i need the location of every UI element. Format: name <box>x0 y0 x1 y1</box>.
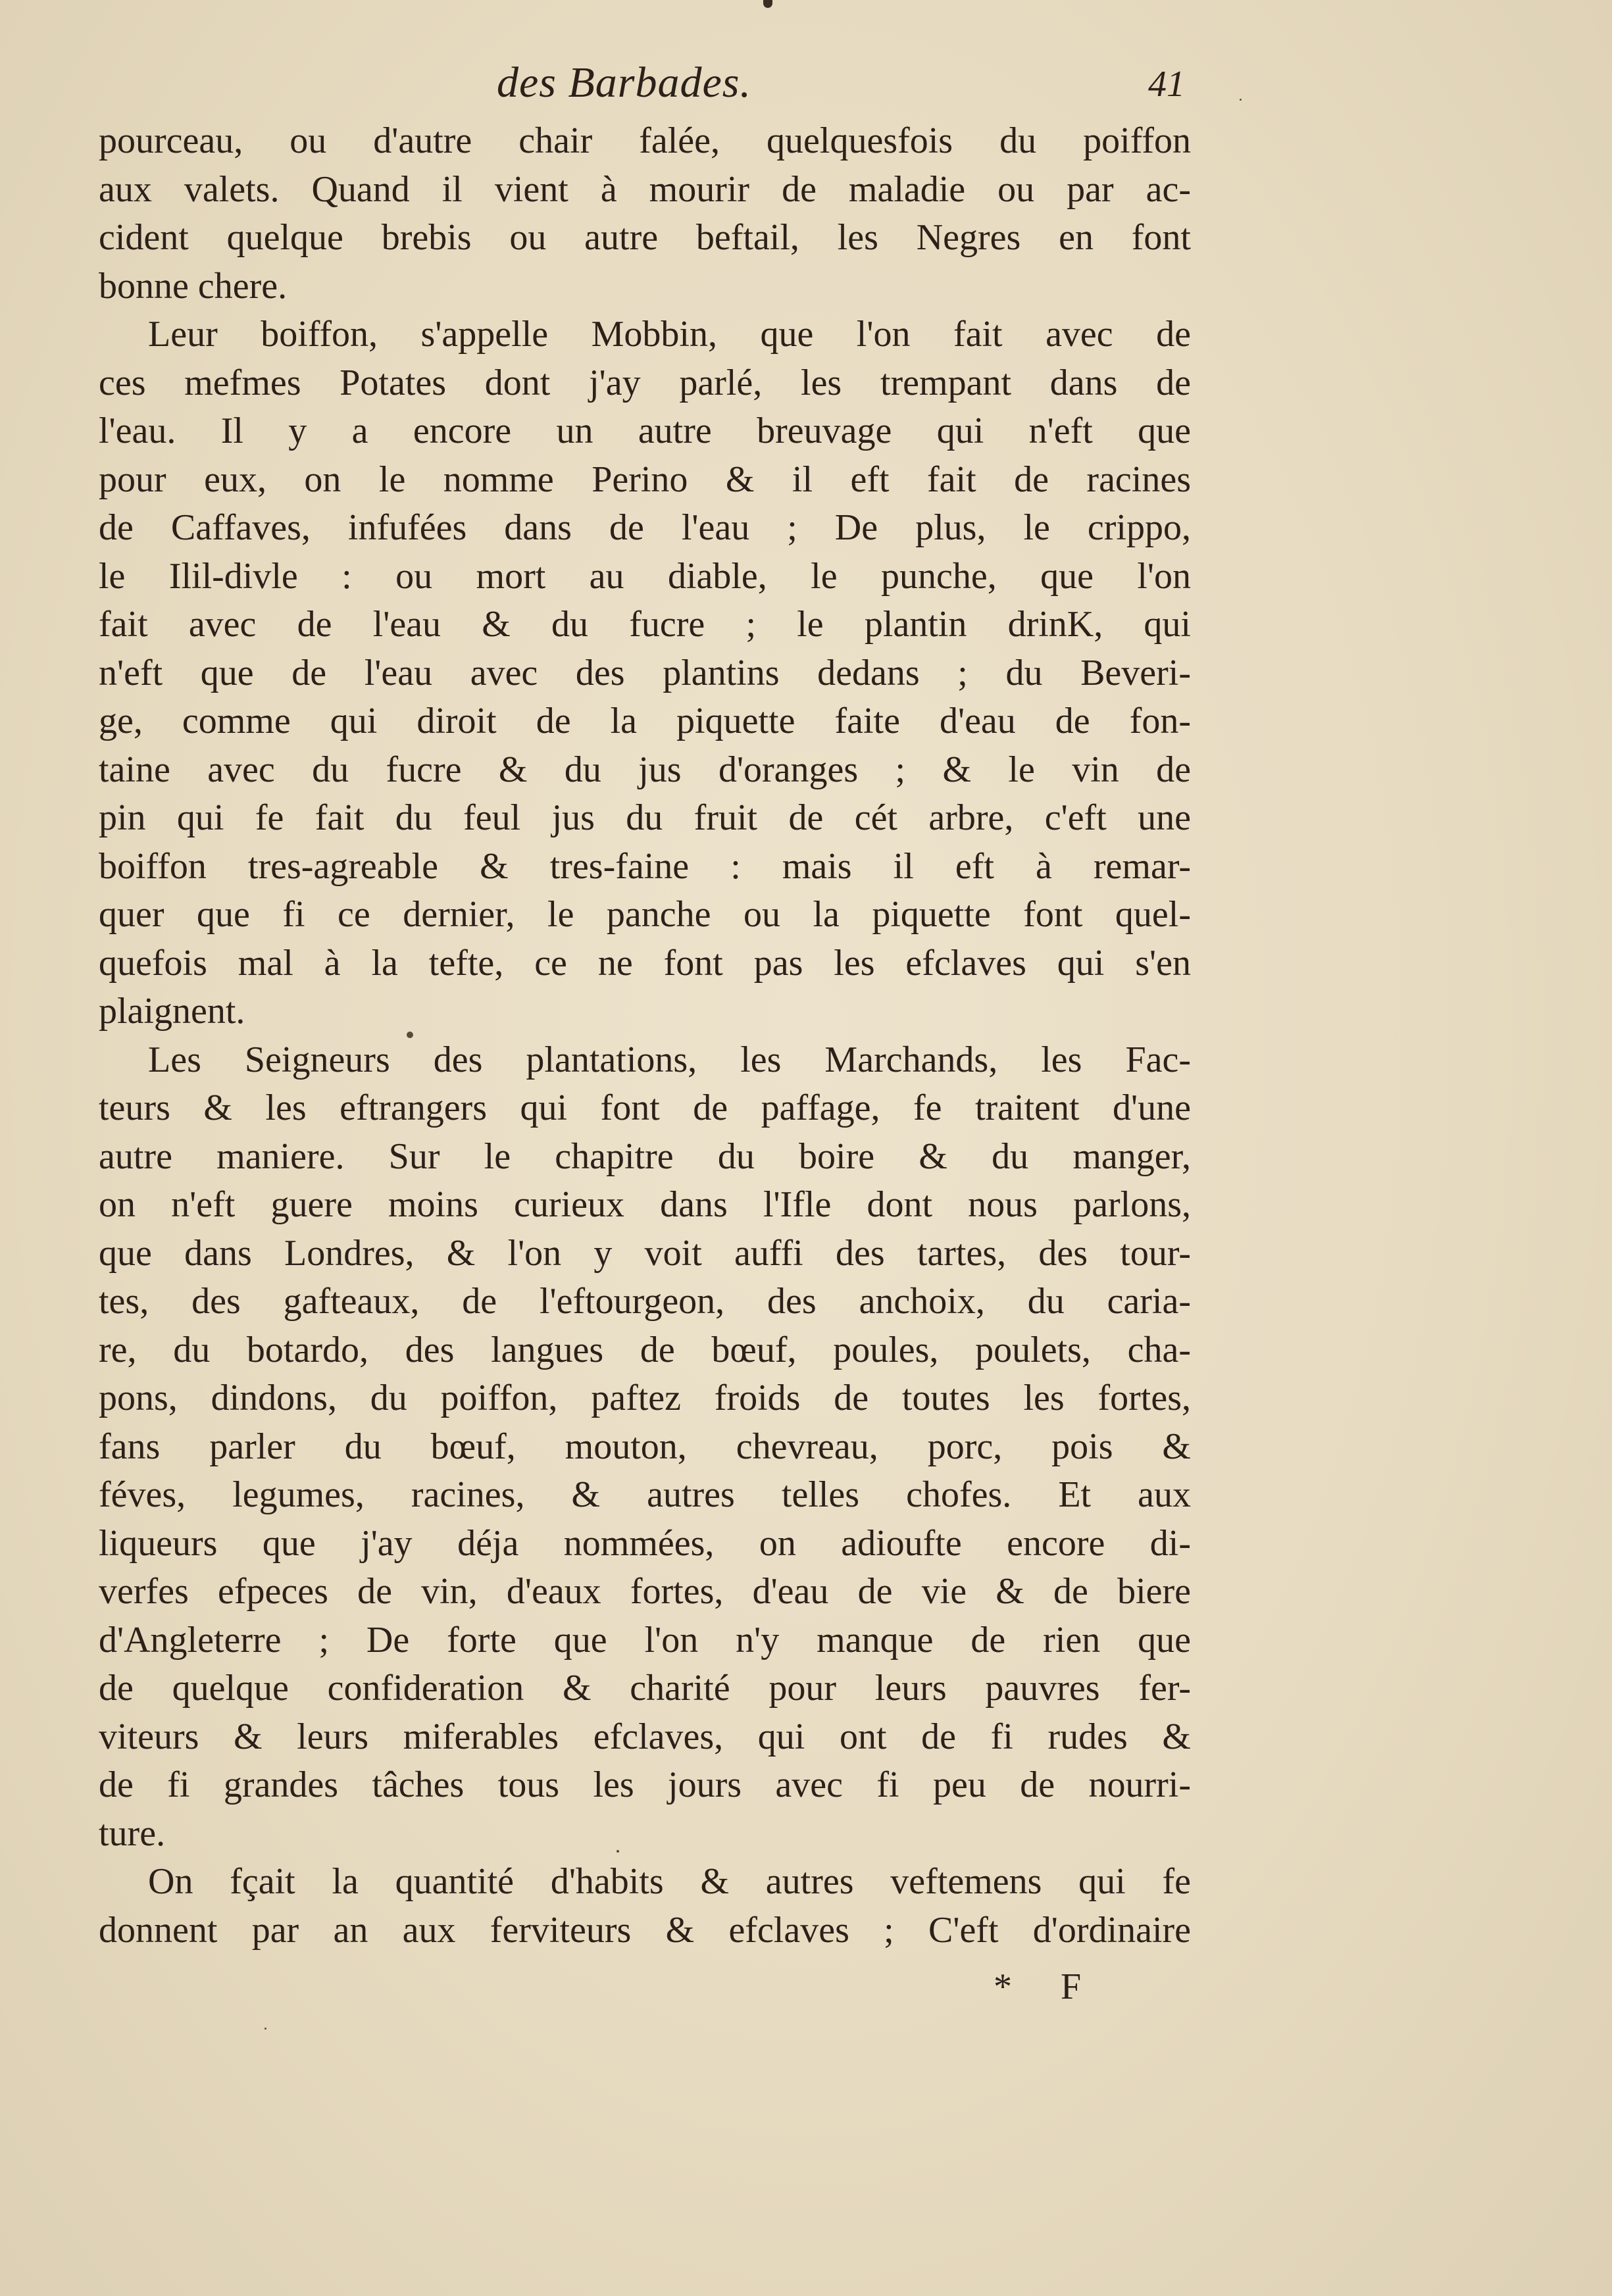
text-line: ces mefmes Potates dont j'ay parlé, les trempant dans de <box>99 362 1191 403</box>
text-line: le Ilil-divle : ou mort au diable, le punche, que l'on <box>99 555 1191 597</box>
text-line: d'Angleterre ; De forte que l'on n'y manque de rien que <box>99 1619 1191 1660</box>
text-line: donnent par an aux ferviteurs & efclaves ; C'eft d'ordinaire <box>99 1909 1191 1951</box>
text-line: plaignent. <box>99 991 245 1032</box>
text-line: liqueurs que j'ay déja nommées, on adioufte encore di- <box>99 1522 1191 1564</box>
text-line: l'eau. Il y a encore un autre breuvage qui n'eft que <box>99 411 1191 451</box>
text-line: on n'eft guere moins curieux dans l'Ifle dont nous parlons, <box>99 1184 1191 1225</box>
text-line: pin qui fe fait du feul jus du fruit de cét arbre, c'eft une <box>99 797 1191 838</box>
text-line: boiffon tres-agreable & tres-faine : mais il eft à remar- <box>99 845 1191 887</box>
running-head <box>0 58 1612 117</box>
text-line: viteurs & leurs miferables efclaves, qui ont de fi rudes & <box>99 1716 1191 1757</box>
text-line: aux valets. Quand il vient à mourir de maladie ou par ac- <box>99 168 1191 210</box>
text-line: Les Seigneurs des plantations, les Marchands, les Fac- <box>148 1039 1191 1080</box>
text-line: pons, dindons, du poiffon, paftez froids de toutes les fortes, <box>99 1378 1191 1418</box>
text-line: Leur boiffon, s'appelle Mobbin, que l'on fait avec de <box>148 314 1191 355</box>
text-line: quefois mal à la tefte, ce ne font pas les efclaves qui s'en <box>99 942 1191 984</box>
text-line: féves, legumes, racines, & autres telles chofes. Et aux <box>99 1474 1191 1515</box>
text-line: que dans Londres, & l'on y voit auffi des tartes, des tour- <box>99 1232 1191 1274</box>
ink-speck <box>264 2028 266 2030</box>
text-line: ture. <box>99 1812 166 1854</box>
ink-speck <box>617 1850 619 1853</box>
text-line: n'eft que de l'eau avec des plantins dedans ; du Beveri- <box>99 652 1191 693</box>
ink-speck <box>407 1032 413 1038</box>
text-line: ge, comme qui diroit de la piquette faite d'eau de fon- <box>99 701 1191 741</box>
text-line: quer que fi ce dernier, le panche ou la piquette font quel- <box>99 894 1191 935</box>
text-line: re, du botardo, des langues de bœuf, poules, poulets, cha- <box>99 1329 1191 1370</box>
text-line: teurs & les eftrangers qui font de paffage, fe traitent d'une <box>99 1087 1191 1128</box>
text-line: fans parler du bœuf, mouton, chevreau, porc, pois & <box>99 1426 1191 1467</box>
text-line: de Caffaves, infufées dans de l'eau ; De plus, le crippo, <box>99 507 1191 548</box>
page-top-mark <box>763 0 772 8</box>
text-line: de quelque confideration & charité pour leurs pauvres fer- <box>99 1668 1191 1709</box>
text-line: bonne chere. <box>99 265 288 307</box>
text-line: autre maniere. Sur le chapitre du boire & du manger, <box>99 1136 1191 1177</box>
text-line: tes, des gafteaux, de l'eftourgeon, des anchoix, du caria- <box>99 1281 1191 1322</box>
text-line: cident quelque brebis ou autre beftail, les Negres en font <box>99 217 1191 258</box>
text-line: pour eux, on le nomme Perino & il eft fait de racines <box>99 459 1191 500</box>
text-line: fait avec de l'eau & du fucre ; le plantin drinK, qui <box>99 604 1191 645</box>
text-line: pourceau, ou d'autre chair falée, quelquesfois du poiffon <box>99 120 1191 161</box>
text-line: taine avec du fucre & du jus d'oranges ; & le vin de <box>99 749 1191 790</box>
running-title: des Barbades. <box>497 59 751 107</box>
ink-speck <box>1240 99 1242 101</box>
text-line: On fçait la quantité d'habits & autres veftemens qui fe <box>148 1861 1191 1902</box>
text-line: de fi grandes tâches tous les jours avec fi peu de nourri- <box>99 1764 1191 1805</box>
page-number: 41 <box>1148 64 1185 105</box>
body-text <box>99 117 1191 1955</box>
catchword: * F <box>994 1966 1101 2007</box>
text-line: verfes efpeces de vin, d'eaux fortes, d'eau de vie & de biere <box>99 1571 1191 1612</box>
